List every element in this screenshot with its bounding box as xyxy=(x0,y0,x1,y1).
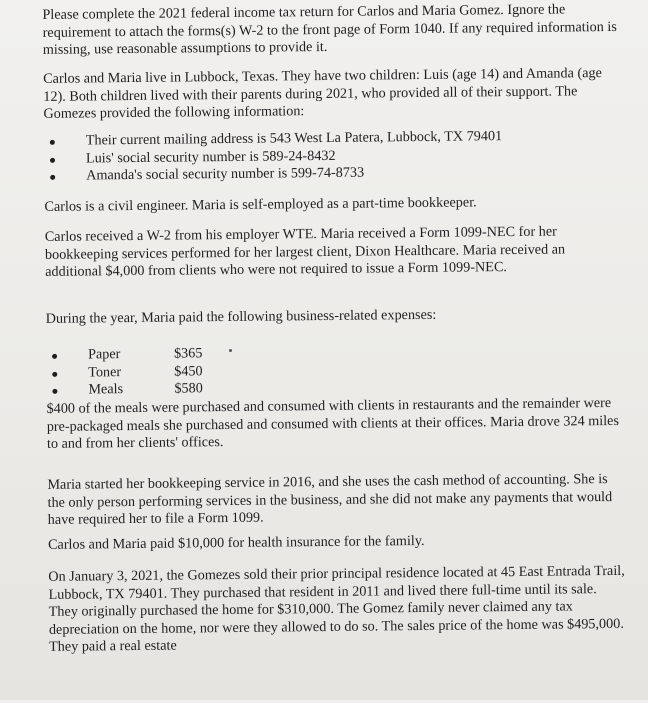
luis-ssn-bullet: Luis' social security number is 589-24-8432 xyxy=(44,145,604,168)
intro-paragraph: Please complete the 2021 federal income tax return for Carlos and Maria Gomez. Ignore the requirement to attach the forms(s) W-2 to the front page of Form 1040. If any required information is missing, use reasonable assumptions to provide it. xyxy=(42,1,623,60)
amanda-ssn-bullet: Amanda's social security number is 599-74-8733 xyxy=(44,162,604,185)
expense-amount: $580 xyxy=(174,380,203,398)
expense-item: Paper xyxy=(88,346,120,364)
business-paragraph: Maria started her bookkeeping service in 2016, and she uses the cash method of accounting. She is the only person performing services in the business, and she did not make any payments that would have required her to file a Form 1099. xyxy=(47,471,628,530)
insurance-paragraph: Carlos and Maria paid $10,000 for health insurance for the family. xyxy=(48,531,628,555)
family-paragraph: Carlos and Maria live in Lubbock, Texas. They have two children: Luis (age 14) and Amanda (age 12). Both children lived with their parents during 2021, who provided all of their support. The Gomezes provided the following information: xyxy=(43,65,624,124)
residence-paragraph: On January 3, 2021, the Gomezes sold their prior principal residence located at 45 East Entrada Trail, Lubbock, TX 79401. They purchased that resident in 2011 and lived there full-time until its sale. They originally purchased the home for $310,000. The Gomez family never claimed any tax depreciation on the home, nor were they allowed to do so. The sales price of the home was $495,000. They paid a real estate xyxy=(48,563,629,657)
info-bullet-list xyxy=(44,127,605,185)
expense-item: Meals xyxy=(88,381,123,399)
expense-amount: $450 xyxy=(174,363,203,381)
expenses-intro-paragraph: During the year, Maria paid the following business-related expenses: xyxy=(46,305,626,329)
expense-list xyxy=(46,347,47,399)
income-paragraph: Carlos received a W-2 from his employer WTE. Maria received a Form 1099-NEC for her bookkeeping services performed for her largest client, Dixon Healthcare. Maria received an additional $4,000 from clients who were not required to issue a Form 1099-NEC. xyxy=(45,223,626,282)
expense-amount: $365 xyxy=(174,345,203,363)
address-bullet: Their current mailing address is 543 West La Patera, Lubbock, TX 79401 xyxy=(44,127,604,150)
occupation-paragraph: Carlos is a civil engineer. Maria is self-employed as a part-time bookkeeper. xyxy=(44,193,624,217)
expense-item: Toner xyxy=(88,364,121,382)
stray-dot-mark xyxy=(229,349,232,352)
meals-paragraph: $400 of the meals were purchased and consumed with clients in restaurants and the remainder were pre-packaged meals she purchased and consumed with clients at their offices. Maria drove 324 miles to and from her clients' offices. xyxy=(47,395,628,454)
